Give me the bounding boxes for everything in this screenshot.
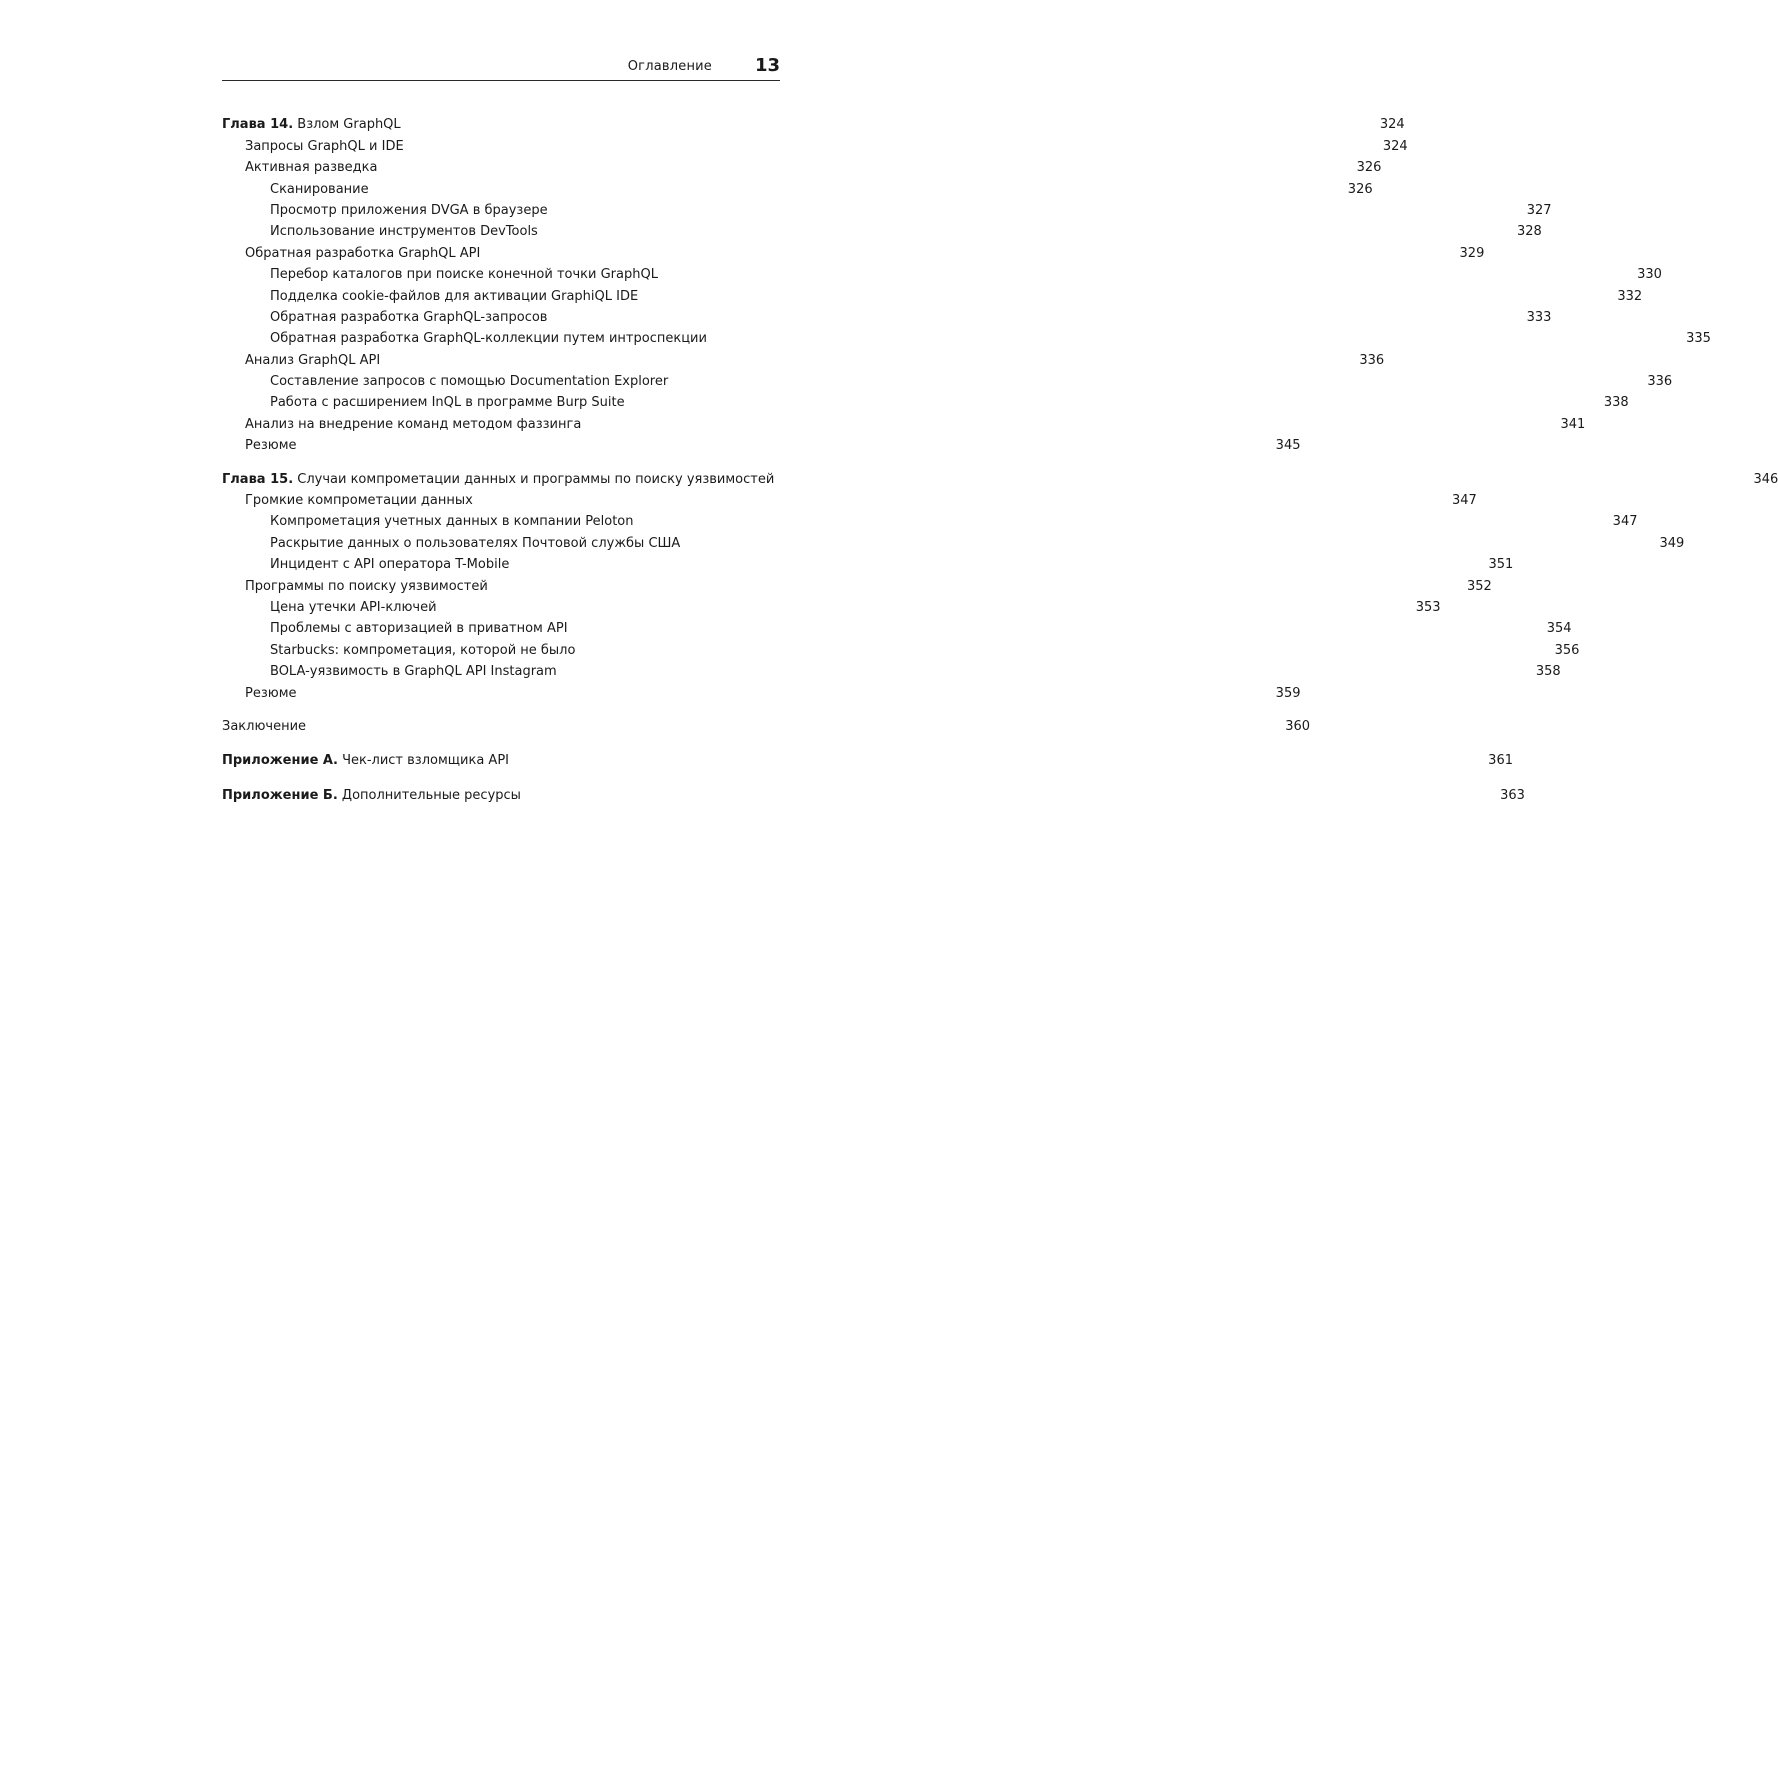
toc-entry-label: Активная разведка — [245, 160, 378, 176]
appendix-prefix: Приложение Б. — [222, 787, 338, 803]
header-rule — [222, 80, 780, 81]
toc-entry-label: Составление запросов с помощью Documentation Explorer — [270, 374, 669, 390]
toc-entry-label: Анализ GraphQL API — [245, 352, 381, 368]
toc-entry-page: 333 — [1526, 309, 1552, 325]
toc-entry-label: Starbucks: компрометация, которой не было — [270, 642, 576, 658]
toc-entry-page: 327 — [1526, 202, 1552, 218]
running-head — [222, 52, 780, 80]
toc-entry-label: Обратная разработка GraphQL API — [245, 245, 481, 261]
toc-entry-page: 352 — [1467, 578, 1492, 594]
toc-entry-page: 358 — [1535, 664, 1561, 680]
toc-entry-label: Просмотр приложения DVGA в браузере — [270, 202, 548, 218]
toc-entry-page: 353 — [1415, 599, 1441, 615]
toc-entry-label: BOLA-уязвимость в GraphQL API Instagram — [270, 664, 557, 680]
toc-entry-page: 347 — [1612, 514, 1638, 530]
toc-entry-label: Анализ на внедрение команд методом фаззинга — [245, 416, 582, 432]
toc-entry-page: 345 — [1275, 438, 1301, 454]
toc-entry-label: Инцидент с API оператора T-Mobile — [270, 557, 510, 573]
toc-entry-page: 361 — [1488, 753, 1513, 769]
toc-entry-page: 351 — [1488, 557, 1514, 573]
toc-entry-label: Компрометация учетных данных в компании Peloton — [270, 514, 634, 530]
toc-entry-label: Запросы GraphQL и IDE — [245, 138, 404, 154]
toc-entry-label: Сканирование — [270, 181, 369, 197]
toc-entry-label: Обратная разработка GraphQL-запросов — [270, 309, 548, 325]
toc-entry-label: Заключение — [222, 718, 307, 734]
toc-chapter-14 — [222, 107, 1711, 454]
toc-entry-page: 347 — [1452, 493, 1477, 509]
toc-entry-label: Раскрытие данных о пользователях Почтовой службы США — [270, 535, 681, 551]
toc-entry-page: 346 — [1753, 471, 1778, 487]
toc-entry-page: 336 — [1647, 374, 1673, 390]
toc-entry-label: Громкие компрометации данных — [245, 493, 473, 509]
toc-entry-page: 363 — [1500, 787, 1525, 803]
chapter-title: Взлом GraphQL — [293, 117, 401, 133]
toc-entry-page: 359 — [1275, 685, 1301, 701]
toc-entry-label — [222, 114, 401, 135]
toc-entry-page: 332 — [1617, 288, 1643, 304]
toc-entry-label: Перебор каталогов при поиске конечной точки GraphQL — [270, 267, 658, 283]
toc-entry-page: 326 — [1347, 181, 1373, 197]
toc-entry-page: 349 — [1659, 535, 1685, 551]
chapter-prefix: Глава 14. — [222, 117, 294, 133]
toc-entry-label: Работа с расширением InQL в программе Burp Suite — [270, 395, 625, 411]
toc-entry-page: 336 — [1359, 352, 1385, 368]
toc-entry-page: 324 — [1382, 138, 1408, 154]
appendix-title: Дополнительные ресурсы — [337, 787, 521, 803]
toc-entry-page: 326 — [1356, 160, 1382, 176]
toc-entry-label: Проблемы с авторизацией в приватном API — [270, 621, 568, 637]
toc-entry-label: Резюме — [245, 438, 297, 454]
toc-entry-label: Цена утечки API-ключей — [270, 599, 437, 615]
appendix-title: Чек-лист взломщика API — [337, 753, 509, 769]
toc-entry-page: 335 — [1686, 331, 1711, 347]
toc-entry-label: Резюме — [245, 685, 297, 701]
chapter-prefix: Глава 15. — [222, 471, 294, 487]
toc-entry-page: 328 — [1517, 224, 1542, 240]
chapter-title: Случаи компрометации данных и программы по поиску уязвимостей — [293, 471, 775, 487]
toc-entry-page: 341 — [1560, 416, 1586, 432]
toc-entry-label: Использование инструментов DevTools — [270, 224, 538, 240]
running-head-section: Оглавление — [627, 59, 712, 74]
toc-entry-page: 329 — [1459, 245, 1485, 261]
running-head-page-number: 13 — [754, 55, 780, 76]
toc-entry-label: Программы по поиску уязвимостей — [245, 578, 488, 594]
toc-entry-label: Подделка cookie-файлов для активации GraphiQL IDE — [270, 288, 639, 304]
appendix-prefix: Приложение А. — [222, 753, 338, 769]
toc-entry-page: 338 — [1603, 395, 1629, 411]
toc-entry-page: 354 — [1546, 621, 1572, 637]
toc-entry-chapter — [222, 107, 1405, 133]
toc-entry-page: 360 — [1285, 718, 1311, 734]
toc-entry-page: 356 — [1554, 642, 1580, 658]
toc-entry-page: 324 — [1379, 117, 1405, 133]
toc-entry-page: 330 — [1637, 267, 1662, 283]
table-of-contents — [222, 107, 1778, 811]
toc-entry-label: Обратная разработка GraphQL-коллекции путем интроспекции — [270, 331, 707, 347]
